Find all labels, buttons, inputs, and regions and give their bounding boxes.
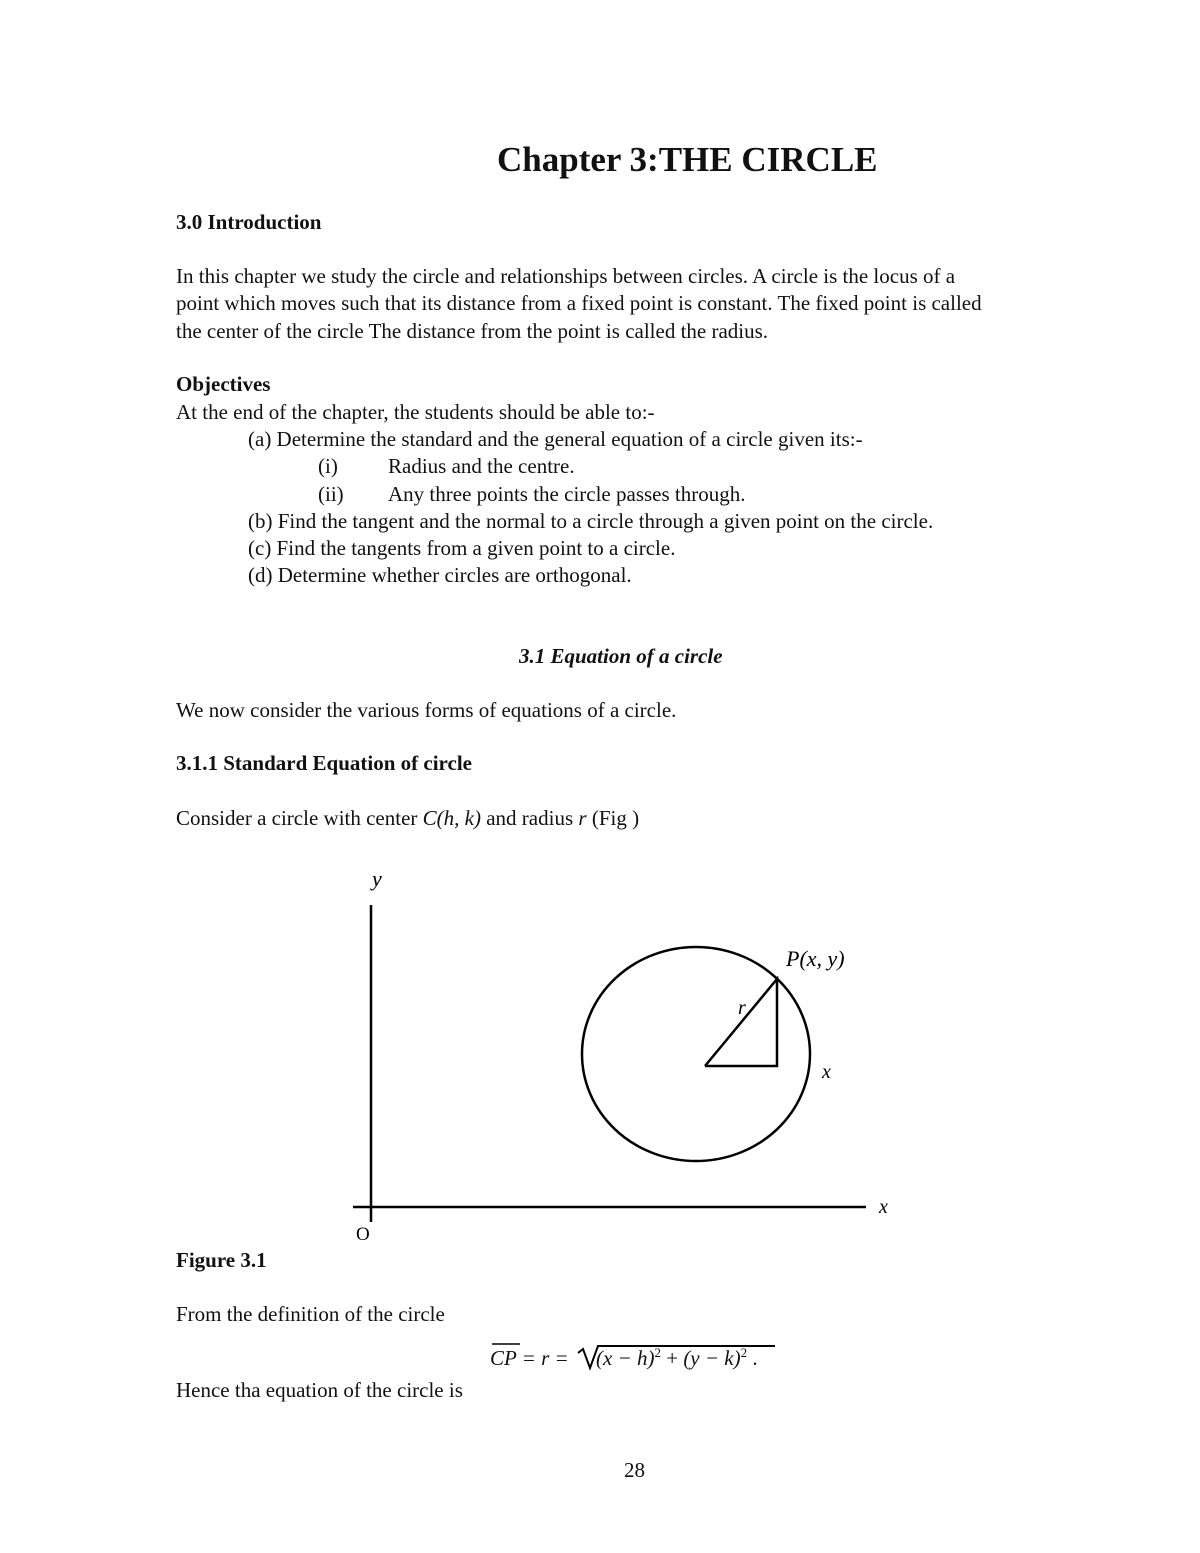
- term-y-k: (y − k): [683, 1346, 741, 1370]
- radius-text: and radius: [480, 806, 579, 830]
- eq-r: = r =: [516, 1346, 574, 1370]
- distance-equation: [490, 1345, 758, 1371]
- objective-d: (d) Determine whether circles are orthogonal.: [248, 563, 632, 587]
- objective-i-num: (i): [318, 454, 338, 478]
- square-1: 2: [654, 1345, 661, 1360]
- objectives-lead: At the end of the chapter, the students should be able to:-: [176, 400, 655, 424]
- objective-b: (b) Find the tangent and the normal to a circle through a given point on the circle.: [248, 509, 934, 533]
- intro-line-1: In this chapter we study the circle and relationships between circles. A circle is the locus of a: [176, 264, 956, 288]
- intro-line-2: point which moves such that its distance from a fixed point is constant. The fixed point is called: [176, 291, 982, 315]
- square-2: 2: [740, 1345, 748, 1360]
- intro-line-3: the center of the circle The distance from the point is called the radius.: [176, 319, 769, 343]
- consider-text: Consider a circle with center: [176, 806, 423, 830]
- x-side-label: x: [822, 1061, 831, 1083]
- objectives-heading: Objectives: [176, 372, 271, 396]
- section-3-1-1-heading: 3.1.1 Standard Equation of circle: [176, 751, 472, 775]
- plus-sign: +: [660, 1346, 684, 1370]
- page-number: 28: [624, 1458, 645, 1482]
- objective-c: (c) Find the tangents from a given point to a circle.: [248, 536, 676, 560]
- chapter-title: Chapter 3:THE CIRCLE: [497, 140, 878, 179]
- derivation-after: Hence tha equation of the circle is: [176, 1378, 463, 1402]
- cp-segment: CP: [490, 1346, 517, 1370]
- x-axis-label: x: [879, 1196, 888, 1218]
- equation-period: .: [747, 1346, 758, 1370]
- term-x-h: (x − h): [595, 1346, 655, 1370]
- y-axis-label: y: [372, 866, 382, 891]
- r-label: r: [738, 997, 746, 1019]
- center-expression: C(h, k): [422, 806, 481, 830]
- objective-i-text: Radius and the centre.: [388, 454, 575, 478]
- origin-label: O: [356, 1224, 370, 1245]
- point-p-label: P(x, y): [786, 946, 845, 971]
- radius-triangle: [705, 979, 777, 1066]
- fig-ref: (Fig ): [586, 806, 640, 830]
- objective-a: (a) Determine the standard and the general equation of a circle given its:-: [248, 427, 863, 451]
- radius-symbol: r: [578, 806, 587, 830]
- figure-caption: Figure 3.1: [176, 1248, 267, 1272]
- section-3-1-text: We now consider the various forms of equations of a circle.: [176, 698, 677, 722]
- objective-ii-num: (ii): [318, 482, 344, 506]
- derivation-lead: From the definition of the circle: [176, 1302, 445, 1326]
- intro-heading: 3.0 Introduction: [176, 210, 322, 234]
- section-3-1-heading: 3.1 Equation of a circle: [519, 644, 723, 668]
- objective-ii-text: Any three points the circle passes through.: [388, 482, 746, 506]
